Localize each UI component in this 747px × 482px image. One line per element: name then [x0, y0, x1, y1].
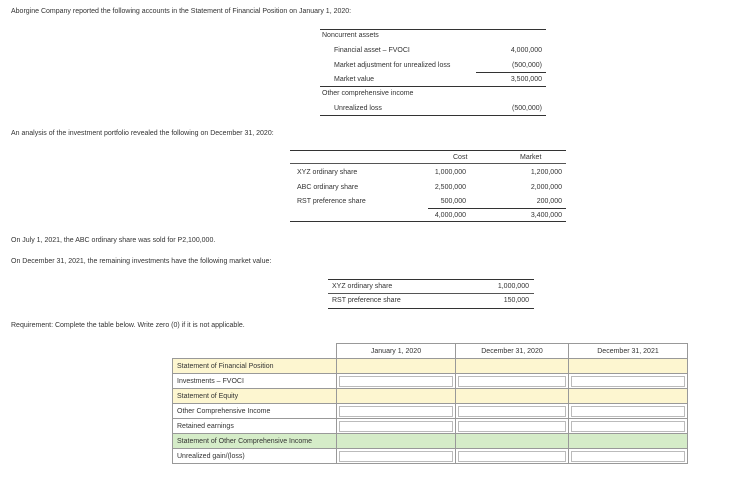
answer-table [172, 343, 688, 464]
answer-input[interactable] [339, 421, 453, 432]
sofp-oci-header: Other comprehensive income [322, 90, 414, 97]
portfolio-row-cost: 1,000,000 [434, 169, 466, 176]
portfolio-row-label: RST preference share [297, 198, 366, 205]
answer-cell [569, 419, 688, 434]
answer-input[interactable] [571, 376, 685, 387]
answer-cell [456, 374, 569, 389]
answer-cell [337, 374, 456, 389]
remaining-row-label: XYZ ordinary share [332, 283, 393, 290]
remaining-row-value: 150,000 [503, 297, 529, 304]
answer-input[interactable] [339, 451, 453, 462]
portfolio-row-cost: 500,000 [440, 198, 466, 205]
answer-input[interactable] [458, 376, 566, 387]
input-row-oci [173, 404, 688, 419]
sofp-subtotal-rule [476, 72, 546, 73]
portfolio-row-label: XYZ ordinary share [297, 169, 358, 176]
answer-cell [456, 419, 569, 434]
answer-input[interactable] [458, 406, 566, 417]
portfolio-col-cost: Cost [453, 154, 468, 161]
section-row-sofp [173, 359, 688, 374]
sofp-row-value: (500,000) [512, 62, 542, 69]
section-cell [456, 434, 569, 449]
portfolio-row-cost: 2,500,000 [434, 184, 466, 191]
portfolio-row-market: 2,000,000 [530, 184, 562, 191]
col-header: December 31, 2020 [456, 344, 569, 359]
input-row-unrealized [173, 449, 688, 464]
section-cell [337, 389, 456, 404]
portfolio-row-market: 1,200,000 [530, 169, 562, 176]
sofp-bottom-rule [320, 115, 546, 116]
remaining-bottom-rule [328, 308, 534, 309]
requirement-text: Requirement: Complete the table below. Write zero (0) if it is not applicable. [11, 322, 245, 329]
col-header: January 1, 2020 [337, 344, 456, 359]
section-cell [337, 359, 456, 374]
answer-input[interactable] [339, 406, 453, 417]
row-label: Retained earnings [173, 419, 337, 434]
answer-input[interactable] [571, 406, 685, 417]
portfolio-row-market: 200,000 [536, 198, 562, 205]
answer-input[interactable] [458, 421, 566, 432]
section-row-soci [173, 434, 688, 449]
sofp-row-value: 4,000,000 [510, 47, 542, 54]
note-sale: On July 1, 2021, the ABC ordinary share was sold for P2,100,000. [11, 237, 216, 244]
portfolio-col-market: Market [520, 154, 542, 161]
sofp-row-label: Market adjustment for unrealized loss [334, 62, 451, 69]
section-cell [456, 359, 569, 374]
sofp-mid-rule [320, 86, 546, 87]
portfolio-bottom-rule [290, 221, 566, 222]
answer-cell [337, 404, 456, 419]
remaining-top-rule [328, 279, 534, 280]
portfolio-total-rule [428, 208, 566, 209]
remaining-mid-rule [328, 293, 534, 294]
section-cell [569, 359, 688, 374]
answer-cell [569, 449, 688, 464]
answer-cell [337, 419, 456, 434]
section-label: Statement of Equity [173, 389, 337, 404]
section-row-equity [173, 389, 688, 404]
portfolio-total-market: 3,400,000 [530, 212, 562, 219]
sofp-row-value: 3,500,000 [510, 76, 542, 83]
answer-input[interactable] [571, 451, 685, 462]
row-label: Unrealized gain/(loss) [173, 449, 337, 464]
section-cell [456, 389, 569, 404]
sofp-row-label: Financial asset – FVOCI [334, 47, 410, 54]
answer-cell [337, 449, 456, 464]
sofp-top-rule [320, 29, 546, 30]
section-cell [337, 434, 456, 449]
input-row-retained-earnings [173, 419, 688, 434]
row-label: Other Comprehensive Income [173, 404, 337, 419]
section-label: Statement of Other Comprehensive Income [173, 434, 337, 449]
header-blank [173, 344, 337, 359]
col-header: December 31, 2021 [569, 344, 688, 359]
portfolio-row-label: ABC ordinary share [297, 184, 359, 191]
portfolio-top-rule [290, 150, 566, 151]
remaining-row-value: 1,000,000 [497, 283, 529, 290]
answer-cell [456, 449, 569, 464]
note-remaining: On December 31, 2021, the remaining investments have the following market value: [11, 258, 272, 265]
input-row-investments [173, 374, 688, 389]
row-label: Investments – FVOCI [173, 374, 337, 389]
answer-table-header [173, 344, 688, 359]
portfolio-total-cost: 4,000,000 [434, 212, 466, 219]
section-label: Statement of Financial Position [173, 359, 337, 374]
answer-input[interactable] [571, 421, 685, 432]
portfolio-header-rule [290, 163, 566, 164]
section-cell [569, 434, 688, 449]
answer-cell [569, 404, 688, 419]
sofp-row-label: Market value [334, 76, 375, 83]
sofp-noncurrent-header: Noncurrent assets [322, 32, 379, 39]
answer-input[interactable] [458, 451, 566, 462]
answer-cell [456, 404, 569, 419]
analysis-intro: An analysis of the investment portfolio revealed the following on December 31, 2020: [11, 130, 274, 137]
section-cell [569, 389, 688, 404]
remaining-row-label: RST preference share [332, 297, 401, 304]
intro-text: Aborgine Company reported the following accounts in the Statement of Financial Position on January 1, 2020: [11, 8, 352, 15]
sofp-oci-value: (500,000) [512, 105, 542, 112]
answer-input[interactable] [339, 376, 453, 387]
answer-cell [569, 374, 688, 389]
sofp-oci-label: Unrealized loss [334, 105, 382, 112]
